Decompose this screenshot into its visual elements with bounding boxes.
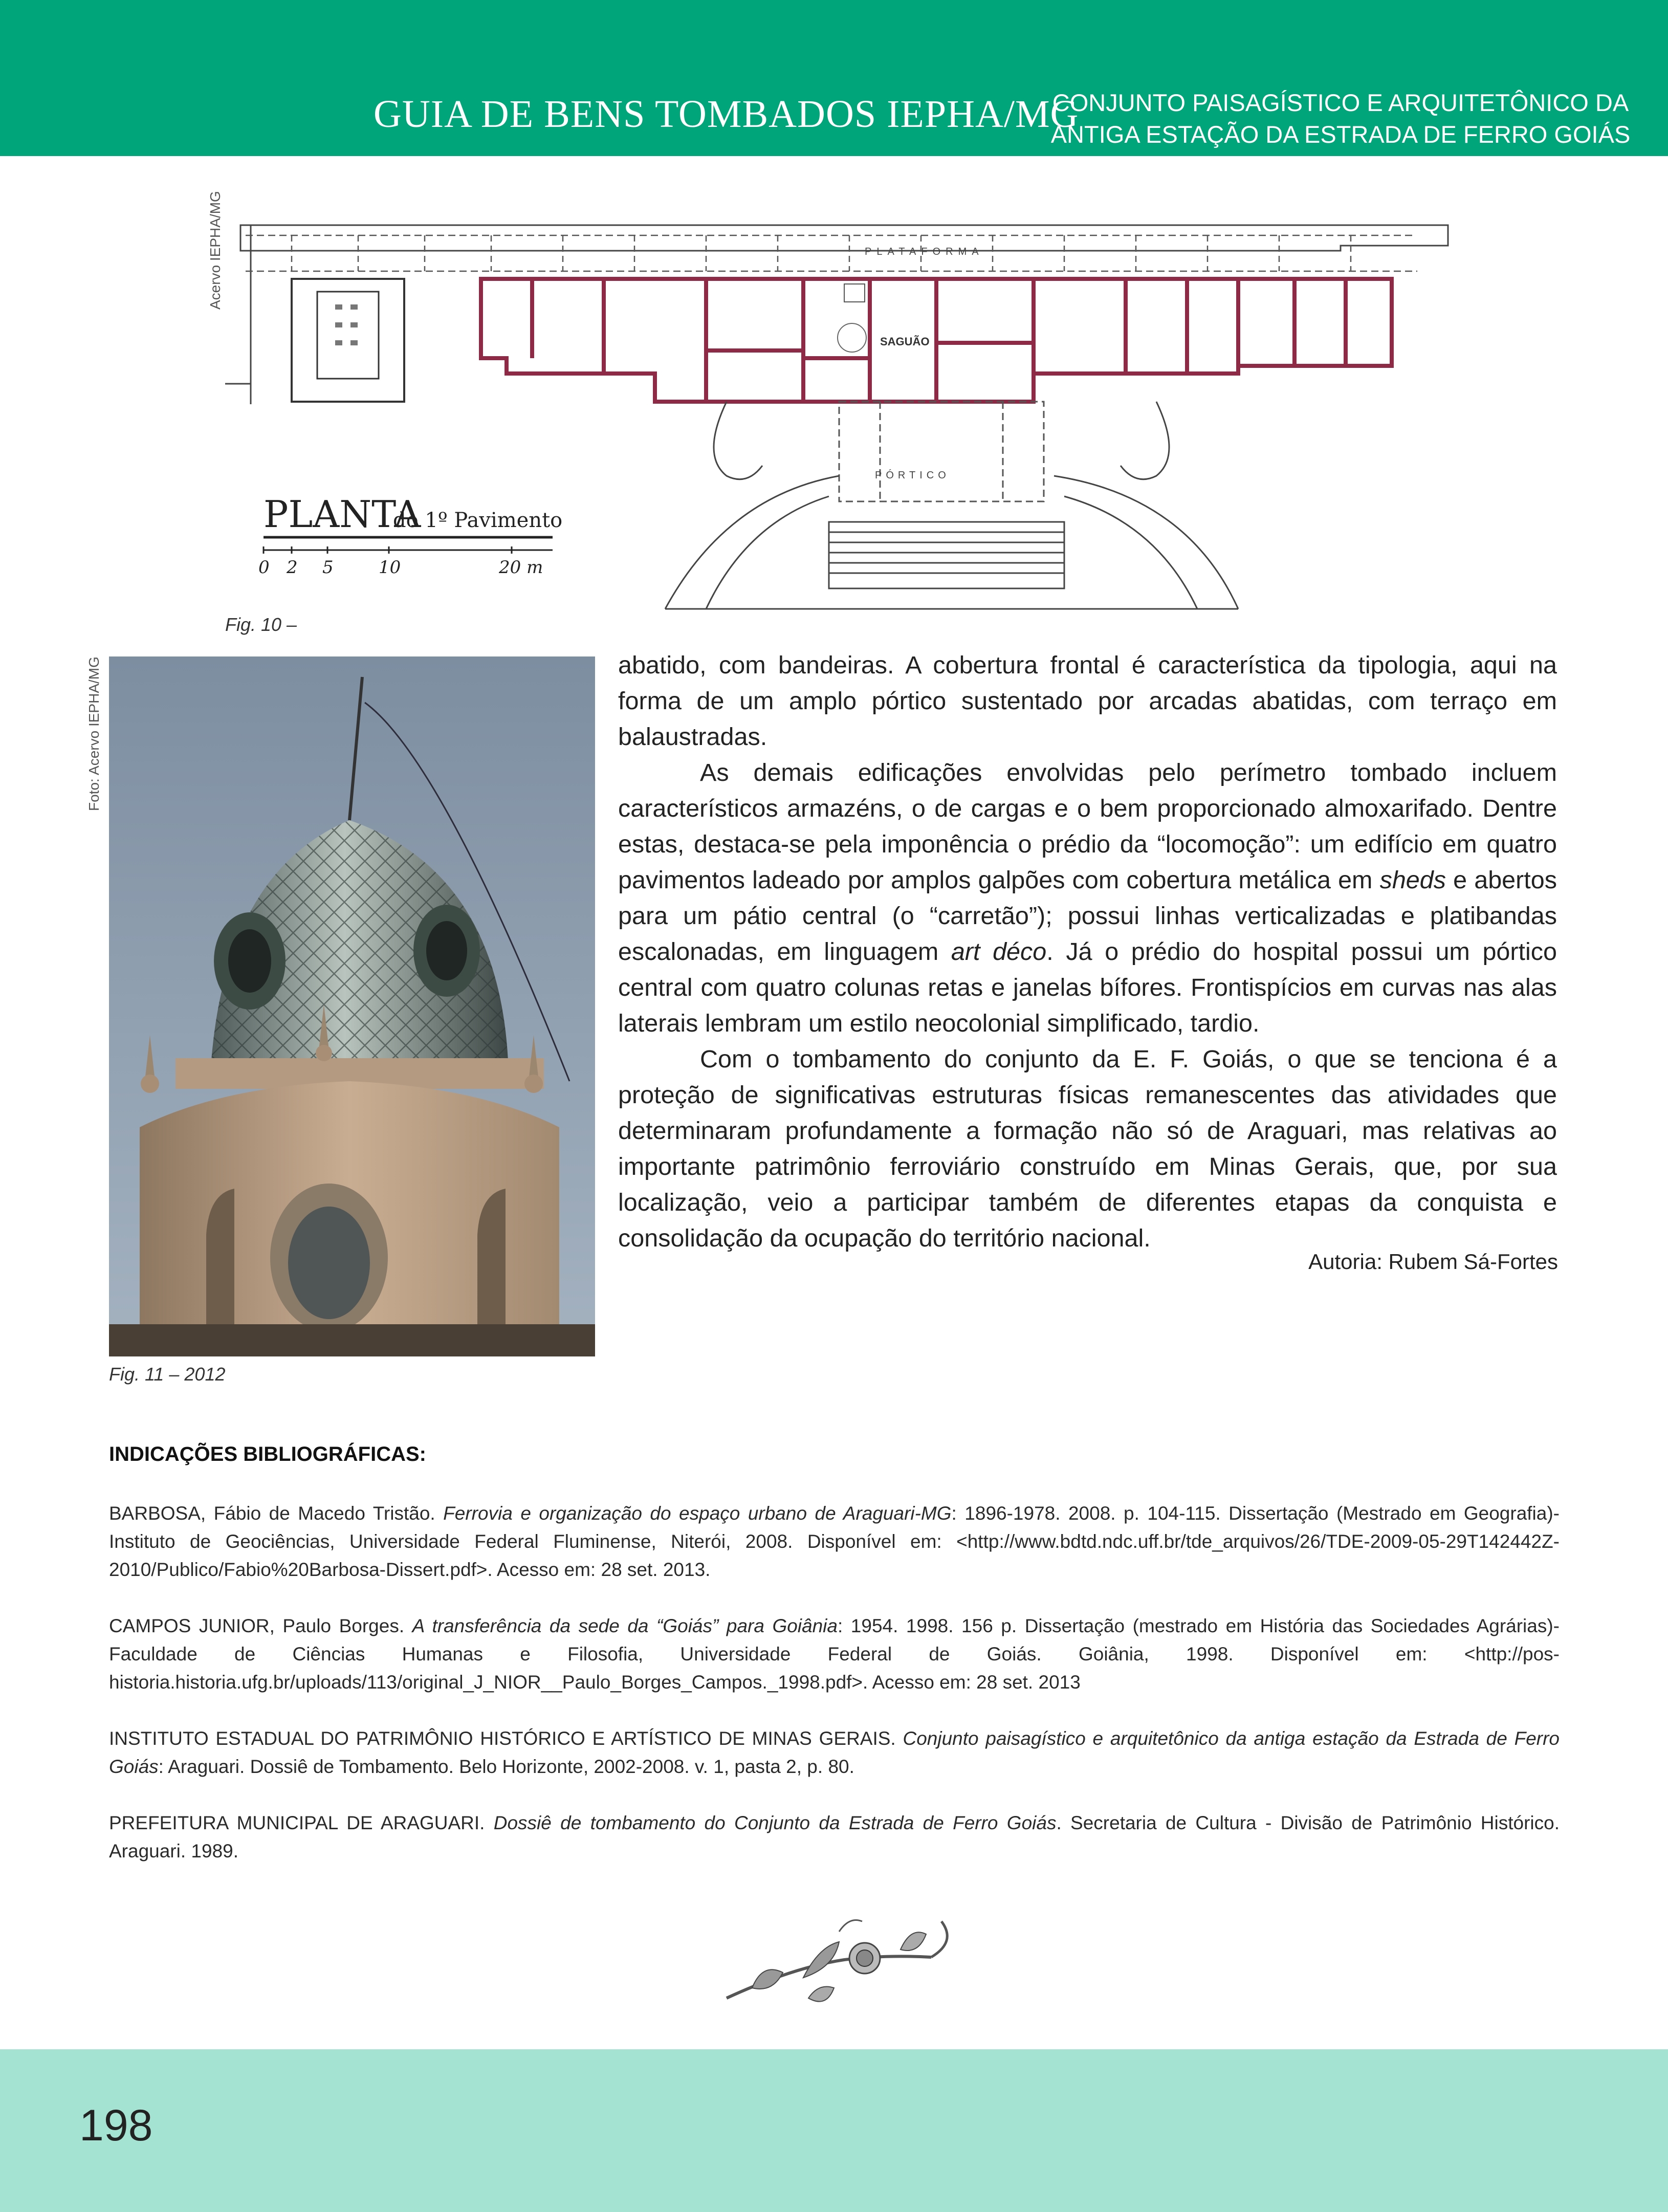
author-credit: Autoria: Rubem Sá-Fortes: [1308, 1250, 1558, 1274]
bibliography-entry: INSTITUTO ESTADUAL DO PATRIMÔNIO HISTÓRICO E ARTÍSTICO DE MINAS GERAIS. Conjunto paisagístico e arquitetônico da antiga estação da Estrada de Ferro Goiás: Araguari. Dossiê de Tombamento. Belo Horizonte, 2002-2008. v. 1, pasta 2, p. 80.: [109, 1728, 1560, 1777]
figure-11-credit: Foto: Acervo IEPHA/MG: [86, 656, 102, 811]
plan-label-platform: PLATAFORMA: [865, 246, 984, 257]
guide-title: GUIA DE BENS TOMBADOS IEPHA/MG: [374, 93, 1079, 136]
bibliography-heading: INDICAÇÕES BIBLIOGRÁFICAS:: [109, 1443, 426, 1465]
document-title: [1044, 87, 1637, 150]
figure-10-caption: Fig. 10 –: [225, 614, 297, 635]
plan-subtitle: do 1º Pavimento: [393, 509, 563, 532]
document-title-line-2: ANTIGA ESTAÇÃO DA ESTRADA DE FERRO GOIÁS: [1050, 121, 1631, 148]
scale-label: 2: [287, 557, 298, 578]
page-footer: [0, 2049, 1668, 2212]
plan-label-portico: PÓRTICO: [875, 470, 950, 481]
page-number: 198: [79, 2101, 153, 2150]
scale-label: 10: [379, 557, 401, 578]
paragraph: As demais edificações envolvidas pelo perímetro tombado incluem característicos armazéns, o de cargas e o bem proporcionado almoxarifado. Dentre estas, destaca-se pela imponência o prédio da “locomoção”: um edifício em quatro pavimentos ladeado por amplos galpões com cobertura metálica em sheds e abertos para um pátio central (o “carretão”); possui linhas verticalizadas e platibandas escalonadas, em linguagem art déco. Já o prédio do hospital possui um pórtico central com quatro colunas retas e janelas bífores. Frontispícios em curvas nas alas laterais lembram um estilo neocolonial simplificado, tardio.: [618, 759, 1557, 1037]
scale-label: 20 m: [499, 557, 543, 578]
rose-ornament-icon: [716, 1911, 962, 2019]
scale-label: 5: [322, 557, 334, 578]
floor-plan-drawing: [215, 169, 1463, 614]
paragraph: Com o tombamento do conjunto da E. F. Goiás, o que se tenciona é a proteção de significativas estruturas físicas remanescentes das atividades que determinaram profundamente a formação não só de Araguari, mas relativas ao importante patrimônio ferroviário construído em Minas Gerais, que, por sua localização, veio a participar também de diferentes etapas da conquista e consolidação da ocupação do território nacional.: [618, 1045, 1557, 1252]
bibliography-entry: PREFEITURA MUNICIPAL DE ARAGUARI. Dossiê de tombamento do Conjunto da Estrada de Ferro Goiás. Secretaria de Cultura - Divisão de Patrimônio Histórico. Araguari. 1989.: [109, 1812, 1560, 1861]
figure-10-credit: Acervo IEPHA/MG: [207, 191, 223, 310]
bibliography-entry: CAMPOS JUNIOR, Paulo Borges. A transferência da sede da “Goiás” para Goiânia: 1954. 1998. 156 p. Dissertação (mestrado em História das Sociedades Agrárias)-Faculdade de Ciências Humanas e Filosofia, Universidade Federal de Goiás. Goiânia, 1998. Disponível em: <http://pos-historia.historia.ufg.br/uploads/113/original_J_NIOR__Paulo_Borges_Campos._1998.pdf>. Acesso em: 28 set. 2013: [109, 1615, 1560, 1693]
scale-label: 0: [258, 557, 270, 578]
figure-11-caption: Fig. 11 – 2012: [109, 1364, 226, 1385]
document-title-line-1: CONJUNTO PAISAGÍSTICO E ARQUITETÔNICO DA: [1052, 89, 1629, 116]
plan-label-hall: SAGUÃO: [880, 335, 930, 348]
bibliography-entry: BARBOSA, Fábio de Macedo Tristão. Ferrovia e organização do espaço urbano de Araguari-MG: 1896-1978. 2008. p. 104-115. Dissertação (Mestrado em Geografia)-Instituto de Geociências, Universidade Federal Fluminense, Niterói, 2008. Disponível em: <http://www.bdtd.ndc.uff.br/tde_arquivos/26/TDE-2009-05-29T142442Z-2010/Publico/Fabio%20Barbosa-Dissert.pdf>. Acesso em: 28 set. 2013.: [109, 1503, 1560, 1580]
body-text: [618, 647, 1557, 1256]
paragraph: abatido, com bandeiras. A cobertura frontal é característica da tipologia, aqui na forma de um amplo pórtico sustentado por arcadas abatidas, com terraço em balaustradas.: [618, 651, 1557, 751]
plan-title: PLANTA: [264, 493, 421, 536]
tower-dome-photo: [109, 656, 595, 1356]
